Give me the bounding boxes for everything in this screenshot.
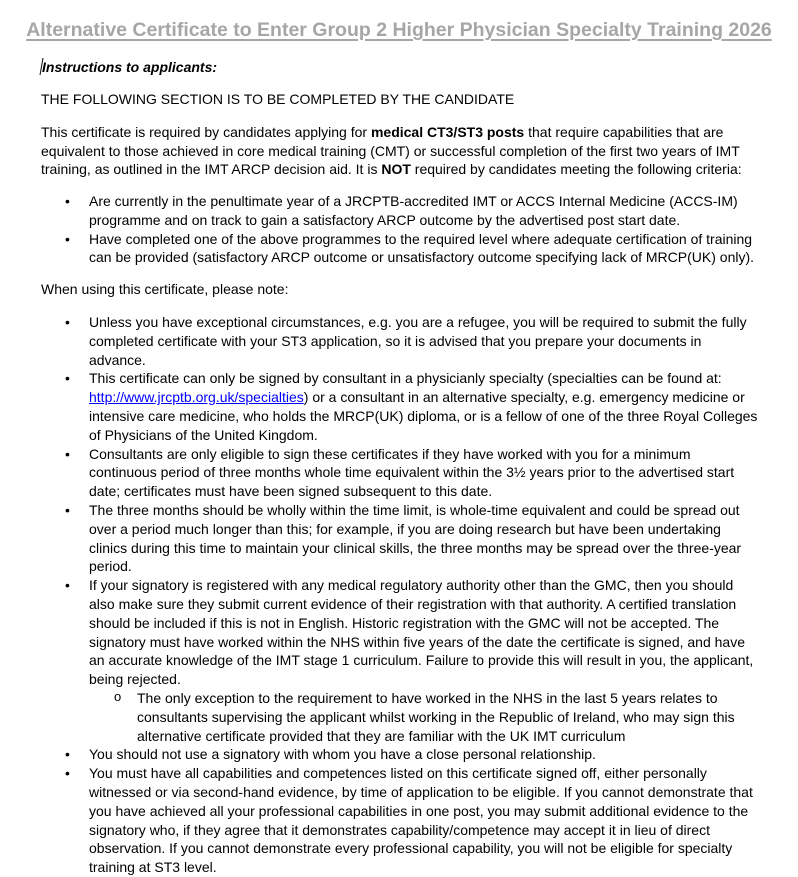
intro-bold-not: NOT bbox=[381, 161, 411, 178]
note-item: • You should not use a signatory with whom you have a close personal relationship. bbox=[65, 746, 596, 763]
section-heading: THE FOLLOWING SECTION IS TO BE COMPLETED BY THE CANDIDATE bbox=[41, 91, 515, 107]
criteria-item: • Are currently in the penultimate year of a JRCPTB-accredited IMT or ACCS Internal Medicine (ACCS-IM) programme and on track to gain a satisfactory ARCP outcome by the advertised post start date. bbox=[65, 193, 738, 228]
instructions-heading: Instructions to applicants: bbox=[41, 58, 217, 75]
criteria-item: • Have completed one of the above programmes to the required level where adequate certification of training can be provided (satisfactory ARCP outcome or unsatisfactory outcome specifying lack of MRCP(UK) only). bbox=[65, 230, 755, 266]
notes-list bbox=[41, 313, 759, 877]
note-item: • You must have all capabilities and competences listed on this certificate signed off, either personally witnessed or via second-hand evidence, by time of application to be eligible. If you cannot demonstrate that you have achieved all your professional capabilities in one post, you may submit additional evidence to the signatory who, if they agree that it demonstrates capability/competence may accept it in lieu of direct observation. If you cannot demonstrate every professional capability, you will not be eligible for specialty training at ST3 level. bbox=[65, 765, 753, 876]
note-sublist bbox=[89, 689, 759, 745]
note-subitem: o The only exception to the requirement to have worked in the NHS in the last 5 years relates to consultants supervising the applicant whilst working in the Republic of Ireland, who may sign this alternative certificate provided that they are familiar with the UK IMT curriculum bbox=[114, 688, 735, 744]
bullet-icon: • bbox=[65, 765, 70, 782]
intro-paragraph: This certificate is required by candidates applying for medical CT3/ST3 posts that require capabilities that are equivalent to those achieved in core medical training (CMT) or successful completion of the first two years of IMT training, as outlined in the IMT ARCP decision aid. It is NOT required by candidates meeting the following criteria: bbox=[41, 124, 742, 178]
bullet-icon: • bbox=[65, 230, 70, 247]
document-title: Alternative Certificate to Enter Group 2 Higher Physician Specialty Training 2026 bbox=[26, 19, 772, 41]
bullet-icon: • bbox=[65, 577, 70, 594]
note-item: • If your signatory is registered with any medical regulatory authority other than the GMC, then you should also make sure they submit current evidence of their registration with that authority. A certified translation should be included if this is not in English. Historic registration with the GMC will not be accepted. The signatory must have worked within the NHS within five years of the date the certificate is signed, and have an accurate knowledge of the IMT stage 1 curriculum. Failure to provide this will result in you, the applicant, being rejected. o The only exception to the requirement to have worked in the NHS in the last 5 years relates to consultants supervising the applicant whilst working in the Republic of Ireland, who may sign this alternative certificate provided that they are familiar with the UK IMT curriculum bbox=[41, 576, 759, 745]
specialties-link[interactable]: http://www.jrcptb.org.uk/specialties bbox=[89, 389, 304, 406]
bullet-icon: • bbox=[65, 501, 70, 518]
bullet-icon: • bbox=[65, 370, 70, 387]
circle-bullet-icon: o bbox=[114, 688, 122, 704]
bullet-icon: • bbox=[65, 314, 70, 330]
bullet-icon: • bbox=[65, 445, 70, 462]
intro-bold-posts: medical CT3/ST3 posts bbox=[370, 124, 525, 140]
note-item: • Unless you have exceptional circumstances, e.g. you are a refugee, you will be required to submit the fully completed certificate with your ST3 application, so it is advised that you prepare your documents in advance. bbox=[65, 314, 747, 368]
note-heading: When using this certificate, please note: bbox=[41, 281, 289, 297]
bullet-icon: • bbox=[65, 193, 70, 209]
note-item: • The three months should be wholly within the time limit, is whole-time equivalent and could be spread out over a period much longer than this; for example, if you are doing research but have been undertaking clinics during this time to maintain your clinical skills, the three months may be spread over the three-year period. bbox=[65, 501, 742, 575]
bullet-icon: • bbox=[65, 746, 70, 763]
criteria-list bbox=[41, 192, 759, 267]
note-item: • This certificate can only be signed by consultant in a physicianly specialty (specialties can be found at: http://www.jrcptb.org.uk/specialties) or a consultant in an alternative specialty, e.g. emergency medicine or intensive care medicine, who holds the MRCP(UK) diploma, or is a fellow of one of the three Royal Colleges of Physicians of the United Kingdom. bbox=[65, 370, 758, 443]
note-item: • Consultants are only eligible to sign these certificates if they have worked with you for a minimum continuous period of three months whole time equivalent within the 3½ years prior to the advertised start date; certificates must have been signed subsequent to this date. bbox=[65, 445, 735, 500]
